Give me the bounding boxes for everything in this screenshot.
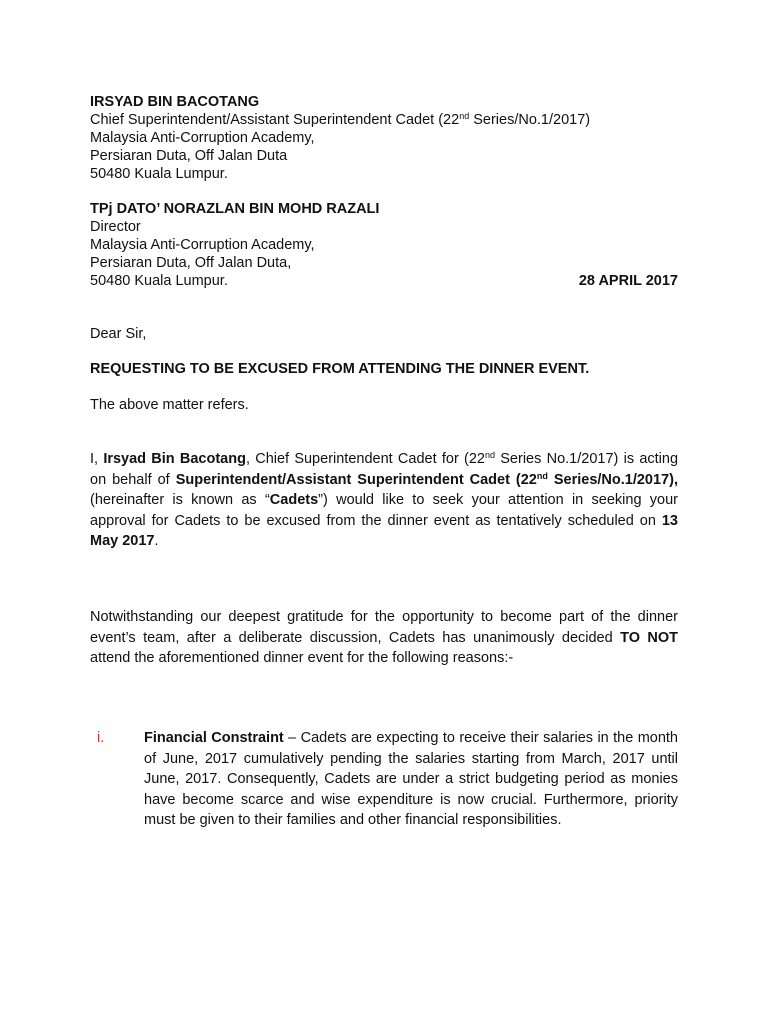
recipient-address-line-1: Malaysia Anti-Corruption Academy, (90, 237, 315, 253)
p2-text-2: attend the aforementioned dinner event for the following reasons:- (90, 650, 514, 666)
recipient-address-line-3-row (90, 272, 678, 290)
p2-bold-to-not: TO NOT (620, 629, 678, 646)
list-marker: i. (97, 730, 105, 746)
p2-text-1: Notwithstanding our deepest gratitude for the opportunity to become part of the dinner event’s team, after a deliberate discussion, Cadets has unanimously decided (90, 609, 678, 646)
list-item (144, 728, 678, 831)
p1-sup-2: nd (536, 470, 548, 481)
p1-text-2: , Chief Superintendent Cadet for (22 (245, 451, 485, 467)
sender-title-text-end: Series/No.1/2017) (469, 112, 591, 128)
sender-address-line-2: Persiaran Duta, Off Jalan Duta (90, 148, 288, 164)
recipient-address-line-3: 50480 Kuala Lumpur. (90, 273, 228, 289)
sender-title-sup: nd (459, 111, 470, 121)
recipient-block (90, 200, 678, 290)
reference-line: The above matter refers. (90, 397, 249, 413)
sender-title (90, 111, 678, 129)
p1-bold-cadets: Cadets (269, 492, 319, 508)
sender-name: IRSYAD BIN BACOTANG (90, 94, 260, 110)
reason-text: – Cadets are expecting to receive their salaries in the month of June, 2017 cumulatively pending the salaries starting from March, 2017 until June, 2017. Consequently, Cadets are under a strict budgeting period as monies have become scarce and wise expenditure is now crucial. Furthermore, priority must be given to their families and other financial responsibilities. (144, 730, 678, 828)
p1-bold-series: Series/No.1/2017), (547, 471, 678, 488)
p1-sup-1: nd (485, 450, 496, 460)
sender-block (90, 93, 678, 183)
salutation: Dear Sir, (90, 326, 147, 342)
paragraph-decision (90, 607, 678, 669)
p1-text-5: ”) would like to seek your attention in seeking your approval for Cadets to be excused from the dinner event as tentatively scheduled on (90, 492, 678, 529)
recipient-name: TPj DATO’ NORAZLAN BIN MOHD RAZALI (90, 201, 380, 217)
p1-bold-group: Superintendent/Assistant Superintendent Cadet (22 (175, 471, 537, 488)
sender-address-line-1: Malaysia Anti-Corruption Academy, (90, 130, 315, 146)
reason-heading: Financial Constraint (144, 730, 284, 746)
p1-text-6: . (154, 533, 159, 549)
letter-date: 28 APRIL 2017 (578, 273, 678, 289)
p1-text-3: Series No.1/2017) is acting on behalf of (90, 451, 679, 488)
sender-address-line-3: 50480 Kuala Lumpur. (90, 166, 228, 182)
recipient-title: Director (90, 219, 141, 235)
sender-title-text: Chief Superintendent/Assistant Superintendent Cadet (22 (90, 112, 460, 128)
p1-bold-name: Irsyad Bin Bacotang (103, 451, 246, 467)
p1-text-4: (hereinafter is known as “ (90, 492, 270, 508)
p1-bold-date: 13 May 2017 (90, 512, 678, 549)
recipient-address-line-2: Persiaran Duta, Off Jalan Duta, (90, 255, 292, 271)
paragraph-request (90, 449, 678, 552)
subject-line: REQUESTING TO BE EXCUSED FROM ATTENDING THE DINNER EVENT. (90, 361, 590, 377)
p1-text-1: I, (90, 451, 104, 467)
